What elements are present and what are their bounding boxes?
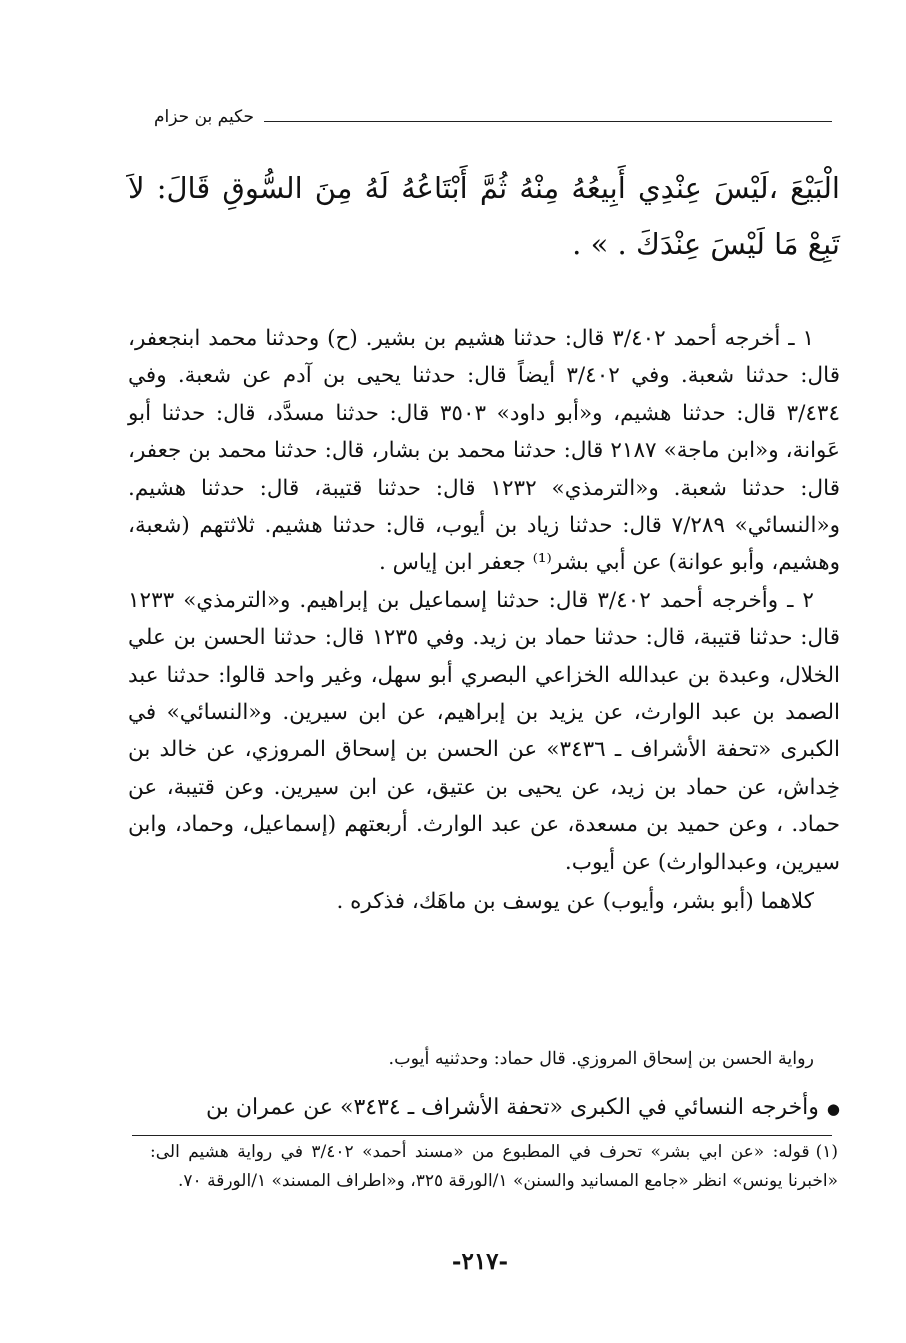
footnotes	[150, 1138, 838, 1196]
narration-note: رواية الحسن بن إسحاق المروزي. قال حماد: وحدثنيه أيوب.	[388, 1049, 814, 1069]
page-number: -٢١٧-	[451, 1248, 509, 1275]
running-header-title: حكيم بن حزام	[154, 107, 254, 127]
chain-conclusion: كلاهما (أبو بشر، وأيوب) عن يوسف بن ماهَك، فذكره .	[336, 889, 814, 915]
header-rule	[264, 121, 832, 122]
bullet-note-text: وأخرجه النسائي في الكبرى «تحفة الأشراف ـ ٣٤٣٤» عن عمران بن	[206, 1095, 819, 1120]
running-header	[130, 107, 832, 137]
bullet-note	[128, 1088, 840, 1129]
footnote-rule	[132, 1135, 832, 1136]
footnote-1	[150, 1138, 838, 1196]
bullet-icon: ●	[826, 1100, 840, 1118]
footnote-text: قوله: «عن ابي بشر» تحرف في المطبوع من «مسند أحمد» ٣/٤٠٢ في رواية هشيم الى: «اخبرنا يونس» انظر «جامع المسانيد والسنن» ١/الورقة ٣٢٥، و«اطراف المسند» ١/الورقة ٧٠.	[150, 1142, 838, 1191]
takhrij-note-1: ١ ـ أخرجه أحمد ٣/٤٠٢ قال: حدثنا هشيم بن بشير. (ح) وحدثنا محمد ابنجعفر، قال: حدثنا شعبة. وفي ٣/٤٠٢ أيضاً قال: حدثنا يحيى بن آدم عن شعبة. وفي ٣/٤٣٤ قال: حدثنا هشيم، و«أبو داود» ٣٥٠٣ قال: حدثنا مسدَّد، قال: حدثنا أبو عَوانة، و«ابن ماجة» ٢١٨٧ قال: حدثنا محمد بن بشار، قال: حدثنا محمد بن جعفر، قال: حدثنا شعبة. و«الترمذي» ١٢٣٢ قال: حدثنا قتيبة، قال: حدثنا هشيم. و«النسائي» ٧/٢٨٩ قال: حدثنا زياد بن أيوب، قال: حدثنا هشيم. ثلاثتهم (شعبة، وهشيم، وأبو عوانة) عن أبي بشر⁽¹⁾ جعفر ابن إياس .	[128, 326, 840, 576]
takhrij-notes	[128, 320, 840, 921]
hadith-text: الْبَيْعَ ،لَيْسَ عِنْدِي أَبِيعُهُ مِنْهُ ثُمَّ أَبْتَاعُهُ لَهُ مِنَ السُّوقِ قَالَ: لاَ تَبِعْ مَا لَيْسَ عِنْدَكَ . » .	[128, 171, 840, 261]
takhrij-note-2: ٢ ـ وأخرجه أحمد ٣/٤٠٢ قال: حدثنا إسماعيل بن إبراهيم. و«الترمذي» ١٢٣٣ قال: حدثنا قتيبة، قال: حدثنا حماد بن زيد. وفي ١٢٣٥ قال: حدثنا الحسن بن علي الخلال، وعبدة بن عبدالله الخزاعي البصري أبو سهل، وغير واحد قالوا: حدثنا عبد الصمد بن عبد الوارث، عن يزيد بن إبراهيم، عن ابن سيرين. و«النسائي» في الكبرى «تحفة الأشراف ـ ٣٤٣٦» عن الحسن بن إسحاق المروزي، عن خالد بن خِداش، عن حماد بن زيد، عن يحيى بن عتيق، عن ابن سيرين. وعن قتيبة، عن حماد. ، وعن حميد بن مسعدة، عن عبد الوارث. أربعتهم (إسماعيل، وحماد، وابن سيرين، وعبدالوارث) عن أيوب.	[128, 587, 840, 875]
footnote-marker: (١)	[815, 1142, 838, 1162]
